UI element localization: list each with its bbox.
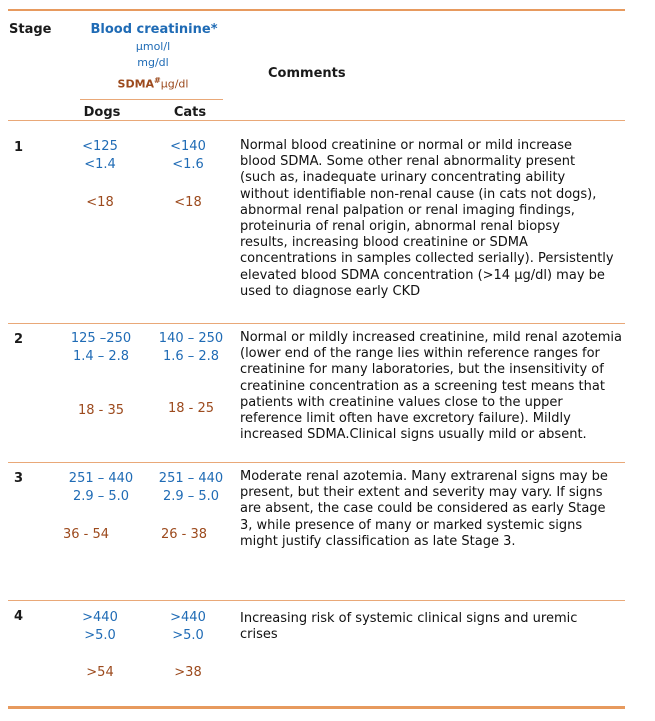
comment-line: patients with creatinine values close to the upper xyxy=(240,394,563,410)
dogs-umol: <125 xyxy=(82,139,118,154)
cats-mgdl: 2.9 – 5.0 xyxy=(162,489,220,504)
cats-header: Cats xyxy=(173,105,207,120)
comment-line: present, but their extent and severity may vary. If signs xyxy=(240,485,603,501)
sdma-unit: µg/dl xyxy=(160,77,189,91)
dogs-sdma: 36 - 54 xyxy=(62,527,110,542)
stage-number: 3 xyxy=(14,471,24,486)
comment-line: Normal or mildly increased creatinine, mild renal azotemia xyxy=(240,330,622,345)
blood-creatinine-header: Blood creatinine* xyxy=(90,22,218,37)
comment-line: crises xyxy=(240,627,278,643)
cats-sdma: 18 - 25 xyxy=(167,401,215,416)
dogs-header: Dogs xyxy=(83,105,121,120)
dogs-sdma: >54 xyxy=(86,665,114,680)
stage-comment xyxy=(240,330,650,443)
comment-line: creatinine concentration as a screening test means that xyxy=(240,378,605,394)
stage-number: 1 xyxy=(14,140,24,155)
dogs-umol: 251 – 440 xyxy=(68,471,134,486)
stage-number: 4 xyxy=(14,609,24,624)
dogs-mgdl: 2.9 – 5.0 xyxy=(72,489,130,504)
comment-line: are absent, the case could be considered as early Stage xyxy=(240,501,606,517)
dogs-sdma: <18 xyxy=(86,195,114,210)
cats-sdma: >38 xyxy=(174,665,202,680)
table-top-rule xyxy=(8,9,625,11)
unit-umol: µmol/l xyxy=(135,40,171,53)
cats-umol: 251 – 440 xyxy=(158,471,224,486)
comment-line: (lower end of the range lies within reference ranges for xyxy=(240,346,600,362)
header-bottom-rule xyxy=(8,120,625,121)
sdma-header xyxy=(80,76,226,91)
comments-header: Comments xyxy=(268,66,346,81)
comment-line: Increasing risk of systemic clinical signs and uremic xyxy=(240,611,578,626)
stage-comment xyxy=(240,469,640,550)
row-divider-3 xyxy=(8,600,625,601)
dogs-mgdl: 1.4 – 2.8 xyxy=(72,349,130,364)
comment-line: 3, while presence of many or marked systemic signs xyxy=(240,517,583,533)
cats-sdma: <18 xyxy=(174,195,202,210)
cats-umol: <140 xyxy=(170,139,206,154)
dogs-sdma: 18 - 35 xyxy=(77,403,125,418)
comment-line: (such as, inadequate urinary concentrating ability xyxy=(240,170,566,186)
comment-line: proteinuria of renal origin, abnormal renal biopsy xyxy=(240,219,560,235)
cats-umol: >440 xyxy=(170,610,206,625)
species-sub-rule xyxy=(80,99,223,100)
stage-number: 2 xyxy=(14,332,24,347)
comment-line: reference limit often have excretory failure). Mildly xyxy=(240,411,571,427)
comment-line: Normal blood creatinine or normal or mild increase xyxy=(240,138,573,153)
comment-line: used to diagnose early CKD xyxy=(240,283,421,299)
comment-line: blood SDMA. Some other renal abnormality present xyxy=(240,154,576,170)
comment-line: elevated blood SDMA concentration (>14 µg/dl) may be xyxy=(240,267,605,283)
dogs-mgdl: >5.0 xyxy=(84,628,116,643)
stage-comment xyxy=(240,611,640,643)
comment-line: increased SDMA.Clinical signs usually mild or absent. xyxy=(240,427,587,443)
table-bottom-rule xyxy=(8,706,625,709)
unit-mgdl: mg/dl xyxy=(137,56,169,69)
comment-line: Moderate renal azotemia. Many extrarenal signs may be xyxy=(240,469,608,484)
cats-umol: 140 – 250 xyxy=(158,331,224,346)
stage-header: Stage xyxy=(9,22,52,37)
dogs-mgdl: <1.4 xyxy=(84,157,116,172)
row-divider-2 xyxy=(8,462,625,463)
cats-mgdl: <1.6 xyxy=(172,157,204,172)
comment-line: might justify classification as late Stage 3. xyxy=(240,533,516,549)
dogs-umol: 125 –250 xyxy=(70,331,132,346)
comment-line: creatinine for many laboratories, but the insensitivity of xyxy=(240,362,604,378)
cats-mgdl: >5.0 xyxy=(172,628,204,643)
stage-comment xyxy=(240,138,640,300)
sdma-label: SDMA xyxy=(117,77,155,91)
comment-line: without identifiable non-renal cause (in cats not dogs), xyxy=(240,186,597,202)
comment-line: abnormal renal palpation or renal imaging findings, xyxy=(240,202,575,218)
dogs-umol: >440 xyxy=(82,610,118,625)
comment-line: concentrations in samples collected serially). Persistently xyxy=(240,251,614,267)
sdma-mark: # xyxy=(154,76,161,85)
cats-sdma: 26 - 38 xyxy=(160,527,208,542)
row-divider-1 xyxy=(8,323,625,324)
comment-line: results, increasing blood creatinine or SDMA xyxy=(240,235,528,251)
cats-mgdl: 1.6 – 2.8 xyxy=(162,349,220,364)
